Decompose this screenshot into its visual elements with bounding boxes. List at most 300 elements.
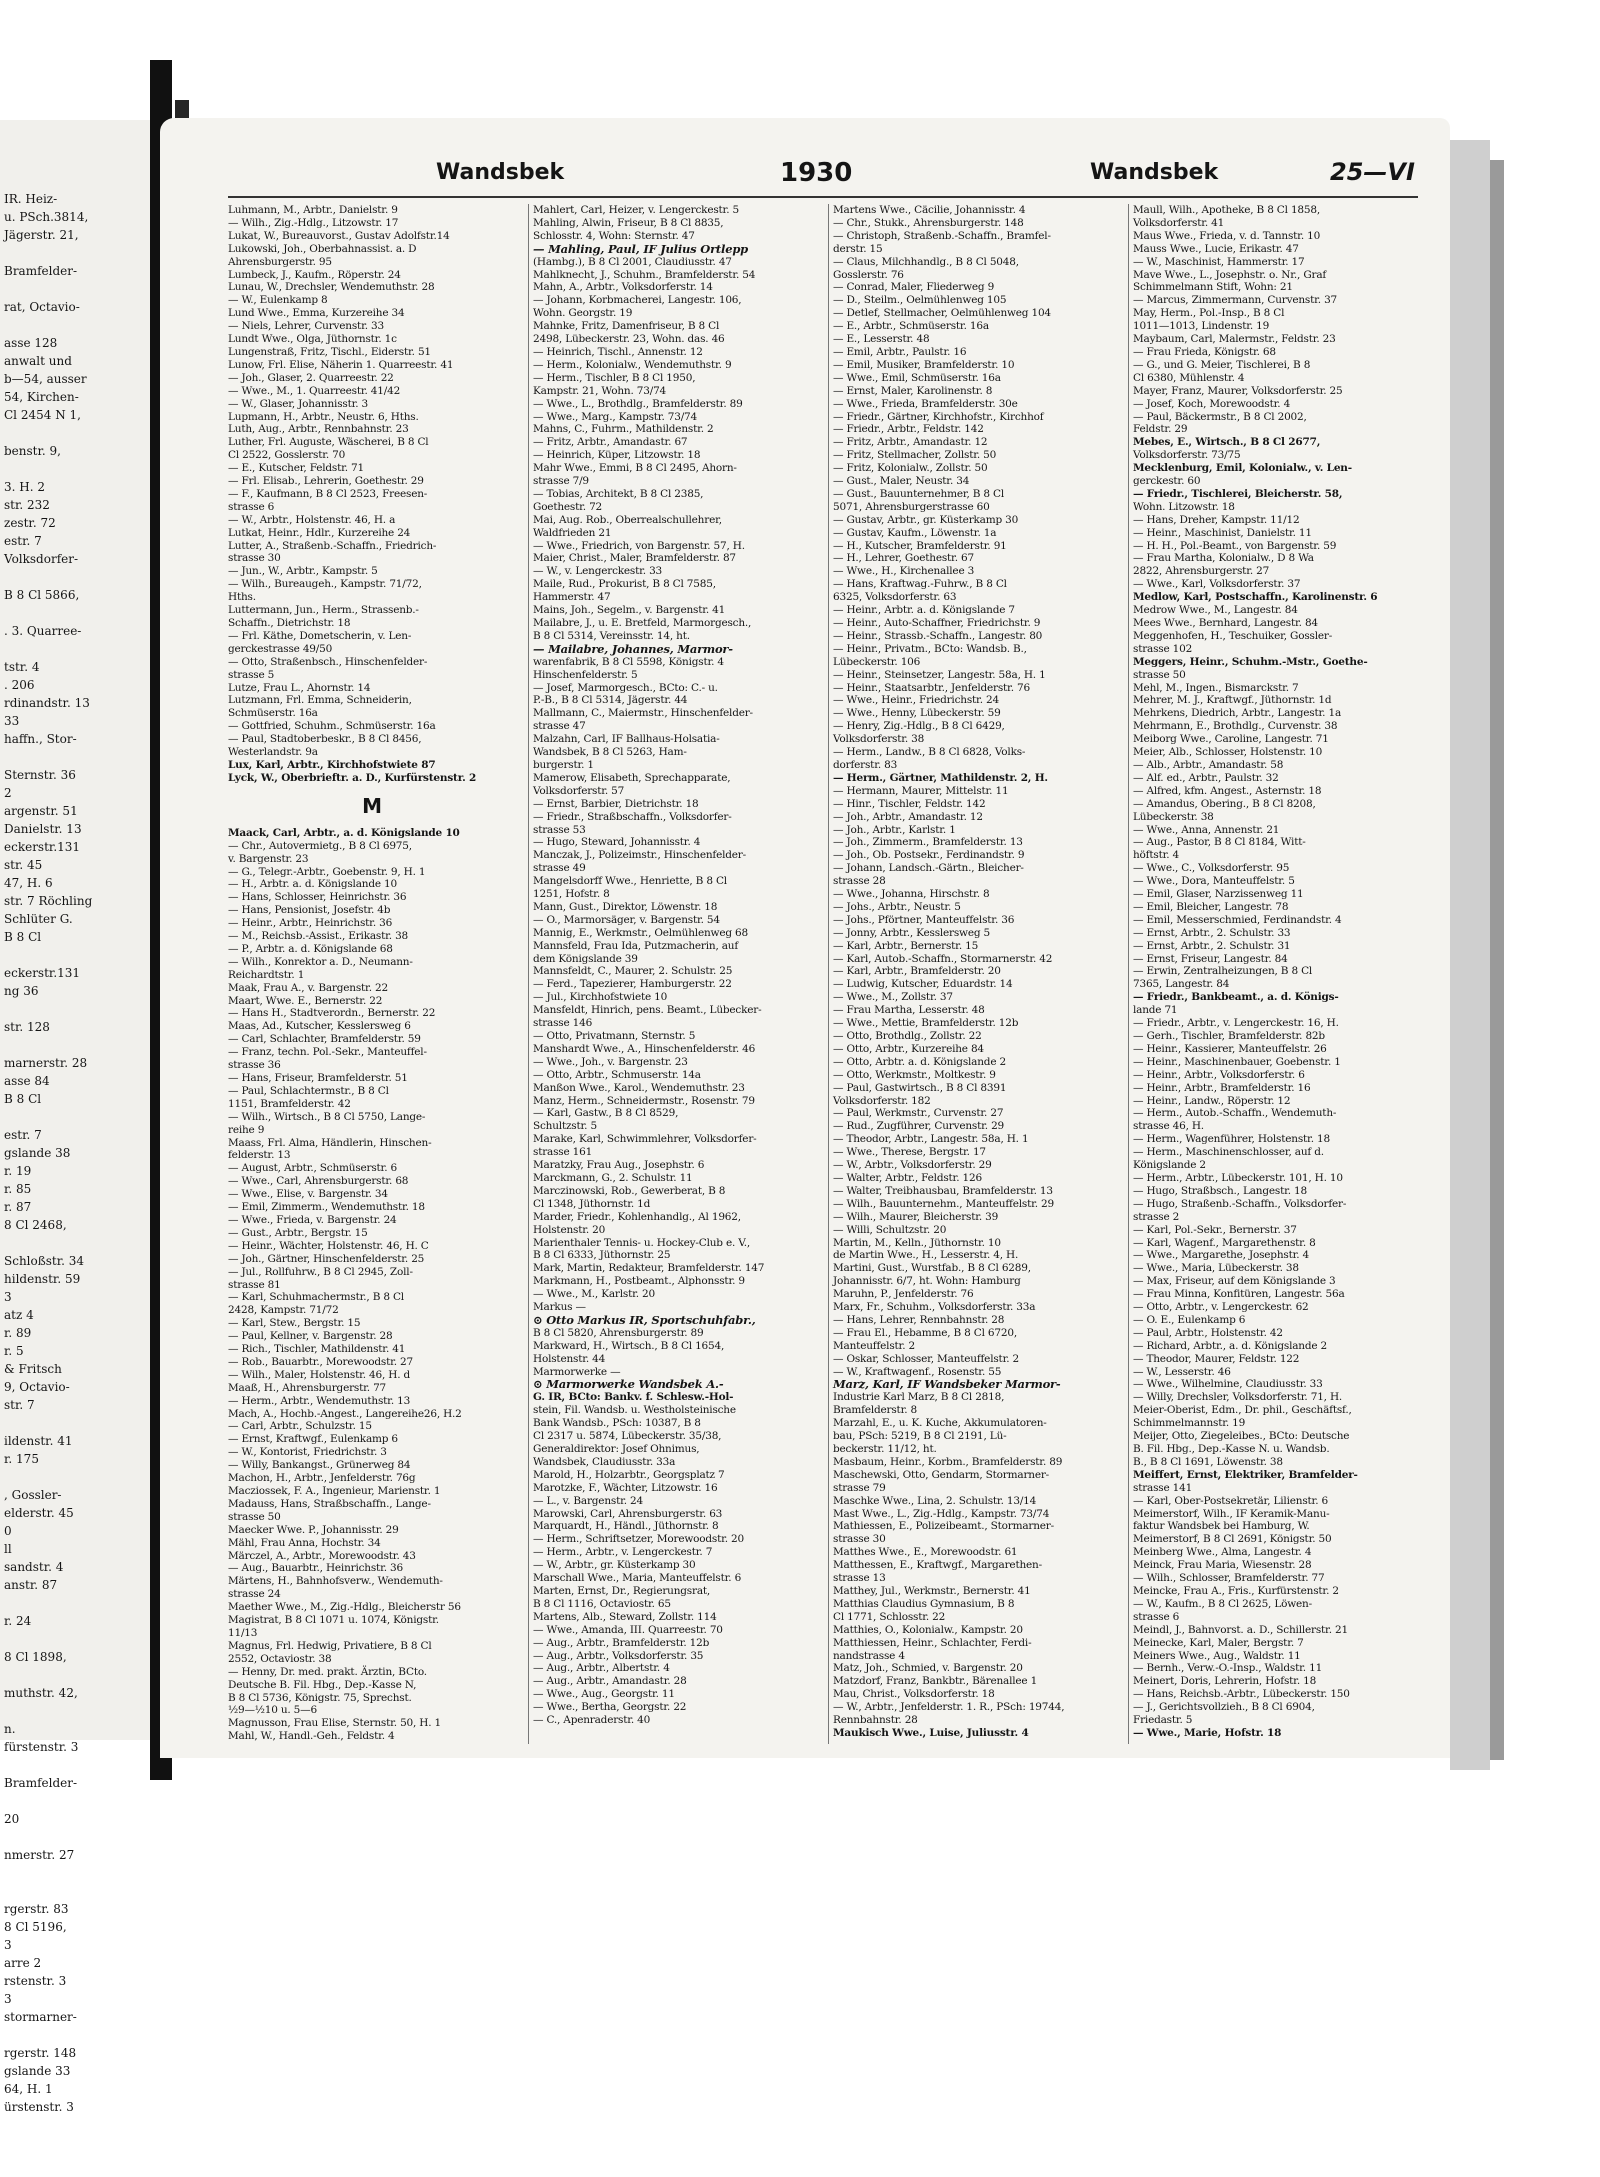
directory-entry: Mayer, Franz, Maurer, Volksdorferstr. 25 [1133, 384, 1343, 397]
left-page-line: eckerstr.131 [4, 966, 81, 980]
directory-entry: 2822, Ahrensburgerstr. 27 [1133, 565, 1270, 578]
directory-entry: — Joh., Zimmerm., Bramfelderstr. 13 [833, 836, 1023, 849]
left-page-line: Jägerstr. 21, [4, 228, 79, 242]
directory-entry: — Paul, Bäckermstr., B 8 Cl 2002, [1133, 410, 1307, 423]
directory-entry: — Wwe., Carl, Ahrensburgerstr. 68 [228, 1175, 409, 1188]
directory-entry: P.-B., B 8 Cl 5314, Jägerstr. 44 [533, 694, 688, 707]
directory-entry: — Ernst, Maler, Karolinenstr. 8 [833, 384, 993, 397]
directory-entry: — Otto, Straßenbsch., Hinschenfelder- [228, 655, 428, 668]
directory-entry: Lübeckerstr. 106 [833, 655, 921, 668]
directory-entry: Bramfelderstr. 8 [833, 1404, 917, 1417]
directory-entry: Meincke, Frau A., Fris., Kurfürstenstr. 2 [1133, 1584, 1339, 1597]
directory-entry: Mähl, Frau Anna, Hochstr. 34 [228, 1536, 381, 1549]
left-page-line: estr. 7 [4, 534, 42, 548]
directory-entry: Meiners Wwe., Aug., Waldstr. 11 [1133, 1649, 1301, 1662]
directory-entry: — O., Marmorsäger, v. Bargenstr. 54 [533, 913, 720, 926]
left-page-line: str. 45 [4, 858, 43, 872]
directory-entry: — Alfred, kfm. Angest., Asternstr. 18 [1133, 784, 1322, 797]
directory-entry: stein, Fil. Wandsb. u. Westholsteinische [533, 1404, 736, 1417]
directory-entry: Mave Wwe., L., Josephstr. o. Nr., Graf [1133, 268, 1327, 281]
directory-entry: Martin, M., Kelln., Jüthornstr. 10 [833, 1236, 1001, 1249]
header-place-right: Wandsbek [1090, 160, 1219, 185]
directory-entry: Volksdorferstr. 73/75 [1133, 449, 1241, 462]
left-page-line: haffn., Stor- [4, 732, 77, 746]
directory-entry: — W., Kraftwagenf., Rosenstr. 55 [833, 1365, 1002, 1378]
directory-page [160, 118, 1450, 1758]
directory-entry: Masbaum, Heinr., Korbm., Bramfelderstr. 89 [833, 1455, 1063, 1468]
directory-entry: — Friedr., Tischlerei, Bleicherstr. 58, [1133, 487, 1343, 500]
directory-entry: — Paul, Kellner, v. Bargenstr. 28 [228, 1330, 393, 1343]
directory-entry: — Herm., Gärtner, Mathildenstr. 2, H. [833, 771, 1048, 784]
directory-entry: — L., v. Bargenstr. 24 [533, 1494, 643, 1507]
directory-entry: Matthes Wwe., E., Morewoodstr. 61 [833, 1546, 1018, 1559]
directory-entry: May, Herm., Pol.-Insp., B 8 Cl [1133, 307, 1285, 320]
left-page-line: asse 84 [4, 1074, 50, 1088]
directory-entry: Mahr Wwe., Emmi, B 8 Cl 2495, Ahorn- [533, 462, 737, 475]
directory-entry: — W., Arbtr., Jenfelderstr. 1. R., PSch: 19744, [833, 1701, 1065, 1714]
left-page-line: r. 19 [4, 1164, 32, 1178]
directory-entry: Magnus, Frl. Hedwig, Privatiere, B 8 Cl [228, 1639, 432, 1652]
directory-entry: Meinberg Wwe., Alma, Langestr. 4 [1133, 1546, 1312, 1559]
directory-entry: — Christoph, Straßenb.-Schaffn., Bramfel- [833, 229, 1051, 242]
directory-entry: Mahlknecht, J., Schuhm., Bramfelderstr. 54 [533, 268, 756, 281]
directory-entry: — Henry, Zig.-Hdlg., B 8 Cl 6429, [833, 720, 1005, 733]
directory-entry: — W., Arbtr., gr. Küsterkamp 30 [533, 1559, 696, 1572]
directory-entry: Mahnke, Fritz, Damenfriseur, B 8 Cl [533, 320, 720, 333]
directory-entry: reihe 9 [228, 1123, 265, 1136]
directory-entry: — Paul, Gastwirtsch., B 8 Cl 8391 [833, 1081, 1007, 1094]
directory-entry: burgerstr. 1 [533, 758, 594, 771]
directory-entry: Volksdorferstr. 41 [1133, 216, 1225, 229]
directory-entry: Mark, Martin, Redakteur, Bramfelderstr. 147 [533, 1262, 765, 1275]
directory-entry: beckerstr. 11/12, ht. [833, 1443, 937, 1455]
directory-entry: gerckestrasse 49/50 [228, 642, 333, 655]
directory-entry: Matthies, O., Kolonialw., Kampstr. 20 [833, 1623, 1023, 1636]
left-page-line: r. 24 [4, 1614, 32, 1628]
directory-entry: Meimerstorf, Wilh., IF Keramik-Manu- [1133, 1507, 1330, 1520]
directory-entry: Schaffn., Dietrichstr. 18 [228, 617, 351, 629]
directory-entry: Feldstr. 29 [1133, 423, 1188, 436]
directory-entry: — G., und G. Meier, Tischlerei, B 8 [1133, 358, 1311, 371]
directory-entry: — W., Arbtr., Holstenstr. 46, H. a [228, 513, 396, 526]
directory-entry: — Ernst, Arbtr., 2. Schulstr. 31 [1133, 939, 1291, 952]
directory-entry: — Hugo, Straßbsch., Langestr. 18 [1133, 1184, 1307, 1197]
directory-entry: Mannsfeld, Frau Ida, Putzmacherin, auf [533, 939, 739, 952]
left-page-line: 3. H. 2 [4, 480, 45, 494]
directory-entry: strasse 102 [1133, 642, 1193, 655]
directory-entry: — Hans H., Stadtverordn., Bernerstr. 22 [228, 1007, 436, 1020]
directory-entry: Ahrensburgerstr. 95 [228, 255, 332, 268]
left-page-line: r. 175 [4, 1452, 39, 1466]
directory-entry: strasse 28 [833, 875, 886, 888]
directory-entry: Manz, Herm., Schneidermstr., Rosenstr. 79 [533, 1094, 755, 1107]
directory-entry: — Wilh., Schlosser, Bramfelderstr. 77 [1133, 1572, 1325, 1585]
directory-entry: — Jun., W., Arbtr., Kampstr. 5 [228, 565, 378, 578]
directory-entry: — Johs., Pförtner, Manteuffelstr. 36 [833, 913, 1015, 926]
directory-column-1 [228, 204, 516, 1744]
directory-entry: Lungenstraß, Fritz, Tischl., Eiderstr. 51 [228, 345, 431, 358]
directory-entry: strasse 6 [1133, 1610, 1180, 1623]
directory-entry: Marx, Fr., Schuhm., Volksdorferstr. 33a [833, 1301, 1036, 1314]
directory-entry: Volksdorferstr. 38 [833, 733, 925, 746]
directory-entry: Marten, Ernst, Dr., Regierungsrat, [533, 1584, 711, 1597]
directory-entry: Mauss Wwe., Lucie, Erikastr. 47 [1133, 242, 1299, 255]
directory-entry: Lyck, W., Oberbrieftr. a. D., Kurfürstenstr. 2 [228, 771, 477, 784]
directory-entry: — Emil, Glaser, Narzissenweg 11 [1133, 888, 1304, 901]
directory-entry: Deutsche B. Fil. Hbg., Dep.-Kasse N, [228, 1678, 417, 1691]
left-page-line [4, 424, 144, 442]
left-page-line: asse 128 [4, 336, 58, 350]
directory-entry: — Claus, Milchhandlg., B 8 Cl 5048, [833, 255, 1019, 268]
directory-entry: — Karl, Ober-Postsekretär, Lilienstr. 6 [1133, 1494, 1328, 1507]
directory-entry: — Amandus, Obering., B 8 Cl 8208, [1133, 797, 1316, 810]
directory-entry: — E., Kutscher, Feldstr. 71 [228, 462, 365, 475]
directory-entry: B 8 Cl 5736, Königstr. 75, Sprechst. [228, 1691, 412, 1704]
page-stack-edge-dark [1490, 160, 1504, 1760]
left-page-line: rdinandstr. 13 [4, 696, 90, 710]
directory-entry: Kampstr. 21, Wohn. 73/74 [533, 384, 667, 397]
directory-entry: — G., Telegr.-Arbtr., Goebenstr. 9, H. 1 [228, 865, 426, 878]
directory-entry: Rennbahnstr. 28 [833, 1714, 918, 1727]
directory-entry: Mahn, A., Arbtr., Volksdorferstr. 14 [533, 281, 713, 294]
directory-entry: Schimmelmannstr. 19 [1133, 1417, 1246, 1430]
directory-entry: strasse 46, H. [1133, 1120, 1204, 1133]
directory-entry: Mathiessen, E., Polizeibeamt., Stormarner- [833, 1520, 1054, 1533]
left-page-line [4, 604, 144, 622]
directory-entry: — Aug., Arbtr., Bramfelderstr. 12b [533, 1636, 710, 1649]
directory-entry: — Karl, Arbtr., Bernerstr. 15 [833, 939, 979, 952]
header-place-left: Wandsbek [436, 160, 565, 185]
left-page-line [4, 640, 144, 658]
directory-entry: Mecklenburg, Emil, Kolonialw., v. Len- [1133, 462, 1352, 475]
directory-entry: Waldfrieden 21 [533, 526, 612, 539]
left-page-line: 0 [4, 1524, 12, 1538]
directory-entry: — Gottfried, Schuhm., Schmüserstr. 16a [228, 720, 436, 733]
directory-entry: — Heinr., Arbtr., Heinrichstr. 36 [228, 917, 393, 930]
directory-entry: — Wwe., Frieda, Bramfelderstr. 30e [833, 397, 1018, 410]
directory-entry: — Jul., Kirchhofstwiete 10 [533, 991, 668, 1004]
directory-entry: — Herm., Autob.-Schaffn., Wendemuth- [1133, 1107, 1337, 1120]
directory-entry: — Willy, Drechsler, Volksdorferstr. 71, H. [1133, 1391, 1343, 1404]
directory-entry: Lukowski, Joh., Oberbahnassist. a. D [228, 242, 417, 255]
directory-entry: — Wwe., Elise, v. Bargenstr. 34 [228, 1188, 388, 1201]
left-page-line [4, 946, 144, 964]
directory-entry: — E., Arbtr., Schmüserstr. 16a [833, 320, 989, 333]
directory-entry: — Chr., Stukk., Ahrensburgerstr. 148 [833, 216, 1024, 229]
directory-entry: Schmüserstr. 16a [228, 707, 318, 720]
directory-entry: Mains, Joh., Segelm., v. Bargenstr. 41 [533, 604, 726, 617]
directory-entry: dem Königslande 39 [533, 952, 638, 965]
left-page-line: argenstr. 51 [4, 804, 78, 818]
directory-entry: Marmorwerke — [533, 1365, 621, 1378]
directory-entry: B., B 8 Cl 1691, Löwenstr. 38 [1133, 1455, 1283, 1468]
directory-entry: Maybaum, Carl, Malermstr., Feldstr. 23 [1133, 333, 1336, 346]
directory-entry: Gosslerstr. 76 [833, 268, 904, 281]
directory-column-2 [528, 204, 821, 1744]
directory-entry: — Paul, Werkmstr., Curvenstr. 27 [833, 1107, 1004, 1120]
directory-entry: — Wwe., Amanda, III. Quarreestr. 70 [533, 1623, 723, 1636]
left-page-line: ürstenstr. 3 [4, 2100, 74, 2114]
directory-entry: — Gust., Arbtr., Bergstr. 15 [228, 1226, 368, 1239]
directory-entry: — Ludwig, Kutscher, Eduardstr. 14 [833, 978, 1013, 991]
directory-entry: — Otto, Arbtr. a. d. Königslande 2 [833, 1055, 1006, 1068]
directory-entry: Mai, Aug. Rob., Oberrealschullehrer, [533, 513, 722, 526]
directory-entry: Mailabre, J., u. E. Bretfeld, Marmorgesch., [533, 617, 752, 629]
directory-entry: lande 71 [1133, 1004, 1178, 1017]
directory-entry: Meijer, Otto, Ziegeleibes., BCto: Deutsche [1133, 1430, 1350, 1443]
directory-entry: — Otto, Arbtr., v. Lengerckestr. 62 [1133, 1301, 1309, 1314]
left-page-line [4, 316, 144, 334]
left-page-line: estr. 7 [4, 1128, 42, 1142]
directory-entry: faktur Wandsbek bei Hamburg, W. [1133, 1520, 1310, 1533]
directory-entry: — Fritz, Arbtr., Amandastr. 67 [533, 436, 688, 449]
left-page-line: str. 7 Röchling [4, 894, 93, 908]
directory-entry: Mebes, E., Wirtsch., B 8 Cl 2677, [1133, 436, 1321, 449]
directory-entry: strasse 2 [1133, 1210, 1180, 1223]
directory-entry: — Karl, Gastw., B 8 Cl 8529, [533, 1107, 679, 1120]
directory-entry: Matthessen, E., Kraftwgf., Margarethen- [833, 1559, 1042, 1572]
directory-entry: — H., Lehrer, Goethestr. 67 [833, 552, 974, 565]
directory-entry: Marder, Friedr., Kohlenhandlg., Al 1962, [533, 1210, 741, 1223]
directory-entry: — Johann, Landsch.-Gärtn., Bleicher- [833, 862, 1024, 875]
directory-entry: — Heinrich, Tischl., Annenstr. 12 [533, 345, 703, 358]
directory-entry: — Emil, Musiker, Bramfelderstr. 10 [833, 358, 1015, 371]
directory-entry: — Friedr., Arbtr., Feldstr. 142 [833, 423, 984, 436]
directory-entry: — Jul., Rollfuhrw., B 8 Cl 2945, Zoll- [228, 1265, 413, 1278]
directory-entry: ⊙ Marmorwerke Wandsbek A.- [533, 1377, 724, 1392]
left-page-line [4, 244, 144, 262]
left-page-line: r. 89 [4, 1326, 32, 1340]
directory-entry: Maass, Frl. Alma, Händlerin, Hinschen- [228, 1136, 432, 1149]
directory-entry: — Heinr., Strassb.-Schaffn., Langestr. 80 [833, 629, 1043, 642]
left-page-line: B 8 Cl [4, 1092, 42, 1106]
directory-entry: Cl 2522, Gosslerstr. 70 [228, 449, 346, 462]
directory-entry: — Herm., Kolonialw., Wendemuthstr. 9 [533, 358, 732, 371]
directory-entry: Matz, Joh., Schmied, v. Bargenstr. 20 [833, 1662, 1023, 1675]
directory-entry: Lukat, W., Bureauvorst., Gustav Adolfstr.14 [228, 229, 450, 242]
directory-entry: Maart, Wwe. E., Bernerstr. 22 [228, 994, 383, 1007]
directory-entry: Johannisstr. 6/7, ht. Wohn: Hamburg [833, 1275, 1021, 1288]
directory-entry: Meier-Oberist, Edm., Dr. phil., Geschäftsf., [1133, 1404, 1352, 1417]
left-page-line: str. 232 [4, 498, 50, 512]
directory-entry: — Theodor, Arbtr., Langestr. 58a, H. 1 [833, 1133, 1029, 1146]
directory-entry: Lutzmann, Frl. Emma, Schneiderin, [228, 694, 412, 707]
directory-entry: strasse 161 [533, 1146, 593, 1159]
directory-entry: — Willy, Bankangst., Grünerweg 84 [228, 1459, 411, 1472]
directory-entry: strasse 50 [228, 1510, 281, 1523]
directory-entry: — Tobias, Architekt, B 8 Cl 2385, [533, 487, 704, 500]
directory-entry: — Herm., Landw., B 8 Cl 6828, Volks- [833, 746, 1026, 759]
directory-entry: Hammerstr. 47 [533, 591, 611, 604]
directory-entry: strasse 30 [228, 552, 281, 565]
header-rule [228, 196, 1418, 198]
directory-entry: Lutze, Frau L., Ahornstr. 14 [228, 681, 371, 694]
directory-entry: — Gustav, Arbtr., gr. Küsterkamp 30 [833, 513, 1019, 526]
directory-entry: — Frau Frieda, Königstr. 68 [1133, 345, 1276, 358]
directory-entry: Medlow, Karl, Postschaffn., Karolinenstr. 6 [1133, 591, 1378, 604]
directory-entry: Marzahl, E., u. K. Kuche, Akkumulatoren- [833, 1417, 1047, 1430]
directory-columns [228, 204, 1428, 1744]
directory-entry: — Hugo, Steward, Johannisstr. 4 [533, 836, 701, 849]
directory-entry: Lux, Karl, Arbtr., Kirchhofstwiete 87 [228, 758, 436, 771]
directory-entry: — Karl, Arbtr., Bramfelderstr. 20 [833, 965, 1001, 978]
directory-entry: — Emil, Bleicher, Langestr. 78 [1133, 900, 1289, 913]
directory-entry: — Herm., Maschinenschlosser, auf d. [1133, 1146, 1324, 1159]
directory-entry: Maaß, H., Ahrensburgerstr. 77 [228, 1381, 387, 1394]
directory-entry: — Johann, Korbmacherei, Langestr. 106, [533, 294, 742, 307]
directory-entry: Maak, Frau A., v. Bargenstr. 22 [228, 981, 388, 994]
directory-entry: — Emil, Arbtr., Paulstr. 16 [833, 345, 967, 358]
left-page-line [4, 1792, 144, 1810]
left-page-line: sandstr. 4 [4, 1560, 64, 1574]
left-page-line: . 3. Quarree- [4, 624, 82, 638]
directory-entry: Matzdorf, Franz, Bankbtr., Bärenallee 1 [833, 1675, 1038, 1688]
left-page-line [4, 1864, 144, 1882]
directory-entry: gerckestr. 60 [1133, 475, 1201, 488]
left-page-line: . 206 [4, 678, 35, 692]
directory-entry: Marotzke, F., Wächter, Litzowstr. 16 [533, 1481, 718, 1494]
directory-entry: Wohn. Georgstr. 19 [533, 307, 633, 320]
directory-entry: — Herm., Arbtr., Wendemuthstr. 13 [228, 1394, 411, 1407]
left-page-line: str. 128 [4, 1020, 50, 1034]
directory-entry: Maruhn, P., Jenfelderstr. 76 [833, 1288, 974, 1301]
left-page-line: ll [4, 1542, 12, 1556]
directory-entry: — Oskar, Schlosser, Manteuffelstr. 2 [833, 1352, 1019, 1365]
directory-entry: — Hans, Friseur, Bramfelderstr. 51 [228, 1072, 408, 1084]
directory-entry: Machon, H., Arbtr., Jenfelderstr. 76g [228, 1472, 416, 1485]
directory-entry: bau, PSch: 5219, B 8 Cl 2191, Lü- [833, 1430, 1007, 1443]
directory-entry: — H., Arbtr. a. d. Königslande 10 [228, 878, 397, 891]
left-page-line: 8 Cl 1898, [4, 1650, 67, 1664]
directory-entry: — Wwe., Dora, Manteuffelstr. 5 [1133, 875, 1295, 888]
left-page-line [4, 1414, 144, 1432]
directory-entry: ½9—½10 u. 5—6 [228, 1704, 317, 1717]
left-page-line: muthstr. 42, [4, 1686, 78, 1700]
left-page-line: Bramfelder- [4, 264, 78, 278]
directory-entry: Mahlert, Carl, Heizer, v. Lengerckestr. 5 [533, 204, 739, 216]
left-page-line: 54, Kirchen- [4, 390, 79, 404]
directory-entry: Mehrmann, E., Brothdlg., Curvenstr. 38 [1133, 720, 1338, 733]
directory-entry: Manshardt Wwe., A., Hinschenfelderstr. 46 [533, 1042, 756, 1055]
left-page-line: eckerstr.131 [4, 840, 81, 854]
directory-entry: strasse 47 [533, 720, 586, 733]
directory-entry: Manßon Wwe., Karol., Wendemuthstr. 23 [533, 1081, 745, 1094]
directory-entry: — Niels, Lehrer, Curvenstr. 33 [228, 320, 384, 333]
directory-entry: Mannig, E., Werkmstr., Oelmühlenweg 68 [533, 926, 748, 939]
directory-entry: 11/13 [228, 1626, 258, 1639]
directory-entry: Medrow Wwe., M., Langestr. 84 [1133, 604, 1298, 617]
section-letter: M [362, 793, 382, 818]
directory-entry: — Bernh., Verw.-O.-Insp., Waldstr. 11 [1133, 1662, 1323, 1675]
directory-entry: Martens Wwe., Cäcilie, Johannisstr. 4 [833, 204, 1026, 216]
directory-entry: — W., Arbtr., Volksdorferstr. 29 [833, 1159, 992, 1172]
left-page-line: ildenstr. 41 [4, 1434, 73, 1448]
directory-entry: Mamerow, Elisabeth, Sprechapparate, [533, 771, 731, 784]
directory-entry: — Wwe., M., Karlstr. 20 [533, 1288, 655, 1301]
directory-entry: Luth, Aug., Arbtr., Rennbahnstr. 23 [228, 423, 409, 436]
left-page-line: r. 87 [4, 1200, 32, 1214]
directory-entry: Mann, Gust., Direktor, Löwenstr. 18 [533, 900, 718, 913]
directory-entry: — Wwe., Joh., v. Bargenstr. 23 [533, 1055, 688, 1068]
directory-entry: Meinert, Doris, Lehrerin, Hofstr. 18 [1133, 1675, 1317, 1688]
directory-entry: Mangelsdorff Wwe., Henriette, B 8 Cl [533, 875, 727, 888]
directory-entry: Mehrkens, Diedrich, Arbtr., Langestr. 1a [1133, 707, 1341, 720]
directory-entry: — Fritz, Arbtr., Amandastr. 12 [833, 436, 988, 449]
directory-entry: Lübeckerstr. 38 [1133, 810, 1214, 823]
directory-entry: — Wwe., L., Brothdlg., Bramfelderstr. 89 [533, 397, 743, 410]
directory-entry: strasse 24 [228, 1588, 281, 1601]
directory-entry: B 8 Cl 6333, Jüthornstr. 25 [533, 1249, 671, 1262]
directory-entry: warenfabrik, B 8 Cl 5598, Königstr. 4 [533, 655, 724, 668]
left-page-line: anstr. 87 [4, 1578, 58, 1592]
directory-entry: nandstrasse 4 [833, 1649, 905, 1662]
directory-entry: — Karl, Schuhmachermstr., B 8 Cl [228, 1291, 404, 1304]
directory-entry: — Heinr., Steinsetzer, Langestr. 58a, H. 1 [833, 668, 1046, 681]
directory-entry: — Aug., Arbtr., Amandastr. 28 [533, 1675, 687, 1688]
left-page-line: Cl 2454 N 1, [4, 408, 81, 422]
directory-entry: — Detlef, Stellmacher, Oelmühlenweg 104 [833, 307, 1051, 320]
directory-entry: Schultzstr. 5 [533, 1120, 597, 1133]
directory-entry: — W., Kontorist, Friedrichstr. 3 [228, 1446, 387, 1459]
left-page-line: hildenstr. 59 [4, 1272, 81, 1286]
directory-entry: Magistrat, B 8 Cl 1071 u. 1074, Königstr. [228, 1614, 439, 1627]
directory-entry: Mees Wwe., Bernhard, Langestr. 84 [1133, 617, 1318, 629]
directory-entry: Mallmann, C., Maiermstr., Hinschenfelder- [533, 707, 753, 720]
directory-entry: — Heinr., Arbtr., Volksdorferstr. 6 [1133, 1068, 1305, 1081]
directory-entry: — Wilh., Zig.-Hdlg., Litzowstr. 17 [228, 216, 399, 229]
directory-entry: — Henny, Dr. med. prakt. Ärztin, BCto. [228, 1665, 427, 1678]
directory-entry: Manczak, J., Polizeimstr., Hinschenfelder- [533, 849, 746, 862]
directory-entry: — Heinr., Wächter, Holstenstr. 46, H. C [228, 1239, 429, 1252]
directory-entry: Volksdorferstr. 57 [533, 784, 625, 797]
directory-entry: strasse 146 [533, 1017, 593, 1030]
directory-entry: Lumbeck, J., Kaufm., Röperstr. 24 [228, 268, 401, 281]
left-page-line: Danielstr. 13 [4, 822, 82, 836]
directory-entry: — Wilh., Bureaugeh., Kampstr. 71/72, [228, 578, 422, 591]
directory-entry: Maile, Rud., Prokurist, B 8 Cl 7585, [533, 578, 716, 591]
left-page-line: 8 Cl 5196, [4, 1920, 67, 1934]
directory-entry: Maack, Carl, Arbtr., a. d. Königslande 10 [228, 826, 460, 839]
directory-entry: — Marcus, Zimmermann, Curvenstr. 37 [1133, 294, 1338, 307]
directory-entry: strasse 141 [1133, 1481, 1193, 1494]
left-page-line: b—54, ausser [4, 372, 87, 386]
directory-entry: — Frau Martha, Kolonialw., D 8 Wa [1133, 552, 1314, 565]
directory-entry: strasse 6 [228, 500, 275, 513]
directory-entry: — Aug., Arbtr., Volksdorferstr. 35 [533, 1649, 704, 1662]
directory-entry: Maratzky, Frau Aug., Josephstr. 6 [533, 1159, 705, 1172]
left-page-line [4, 280, 144, 298]
left-page-line: , Gossler- [4, 1488, 62, 1502]
left-page-line: u. PSch.3814, [4, 210, 89, 224]
directory-entry: — Joh., Glaser, 2. Quarreestr. 22 [228, 371, 394, 384]
directory-entry: — Gustav, Kaufm., Löwenstr. 1a [833, 526, 997, 539]
directory-entry: — M., Reichsb.-Assist., Erikastr. 38 [228, 930, 409, 943]
directory-entry: Meiborg Wwe., Caroline, Langestr. 71 [1133, 733, 1329, 746]
directory-entry: — Willi, Schultzstr. 20 [833, 1223, 947, 1236]
left-page-line: gslande 38 [4, 1146, 71, 1160]
directory-entry: Maukisch Wwe., Luise, Juliusstr. 4 [833, 1726, 1029, 1739]
directory-entry: — Friedr., Bankbeamt., a. d. Königs- [1133, 991, 1339, 1004]
directory-entry: Industrie Karl Marz, B 8 Cl 2818, [833, 1391, 1005, 1404]
directory-entry: 1011—1013, Lindenstr. 19 [1133, 320, 1270, 333]
directory-entry: — Josef, Marmorgesch., BCto: C.- u. [533, 681, 718, 694]
directory-entry: — Theodor, Maurer, Feldstr. 122 [1133, 1352, 1300, 1365]
directory-entry: — Otto, Arbtr., Kurzereihe 84 [833, 1042, 984, 1055]
directory-entry: 5071, Ahrensburgerstrasse 60 [833, 500, 990, 513]
directory-entry: Marckmann, G., 2. Schulstr. 11 [533, 1171, 693, 1184]
directory-entry: — Paul, Schlachtermstr., B 8 Cl [228, 1084, 389, 1097]
left-page-column [4, 190, 144, 2116]
